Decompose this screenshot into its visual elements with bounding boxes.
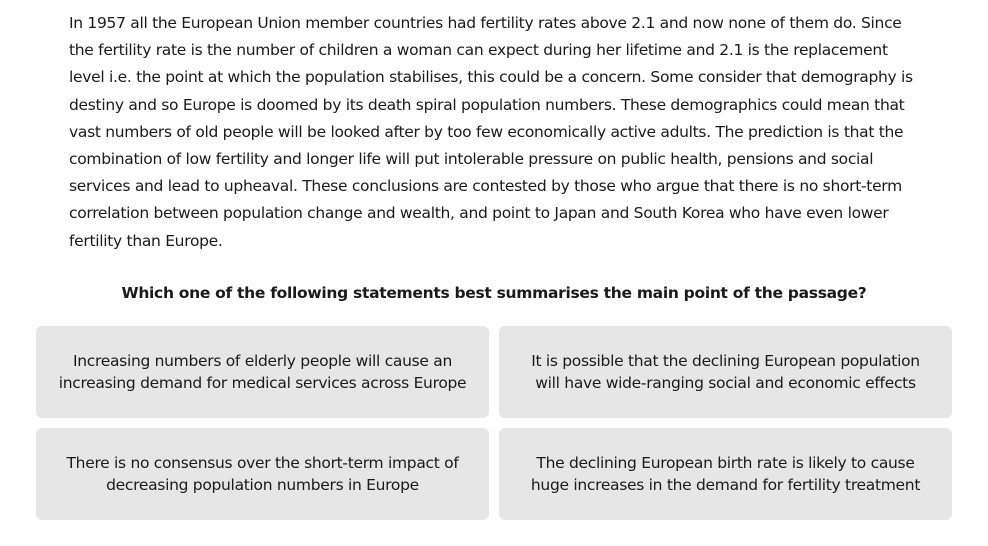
answer-option-4[interactable]: The declining European birth rate is likely to cause huge increases in the demand for fertility treatment (499, 428, 952, 520)
question-text: Which one of the following statements best summarises the main point of the passage? (121, 284, 867, 302)
passage-text: In 1957 all the European Union member countries had fertility rates above 2.1 and now none of them do. Since the fertility rate is the number of children a woman can expect during her lifetime and 2.1 is the replacement level i.e. the point at which the population stabilises, this could be a concern. Some consider that demography is destiny and so Europe is doomed by its death spiral population numbers. These demographics could mean that vast numbers of old people will be looked after by too few economically active adults. The prediction is that the combination of low fertility and longer life will put intolerable pressure on public health, pensions and social services and lead to upheaval. These conclusions are contested by those who argue that there is no short-term correlation between population change and wealth, and point to Japan and South Korea who have even lower fertility than Europe. (69, 14, 913, 250)
answer-option-2[interactable]: It is possible that the declining European population will have wide-ranging social and economic effects (499, 326, 952, 418)
answer-option-1[interactable]: Increasing numbers of elderly people will cause an increasing demand for medical services across Europe (36, 326, 489, 418)
answer-option-3[interactable]: There is no consensus over the short-term impact of decreasing population numbers in Europe (36, 428, 489, 520)
